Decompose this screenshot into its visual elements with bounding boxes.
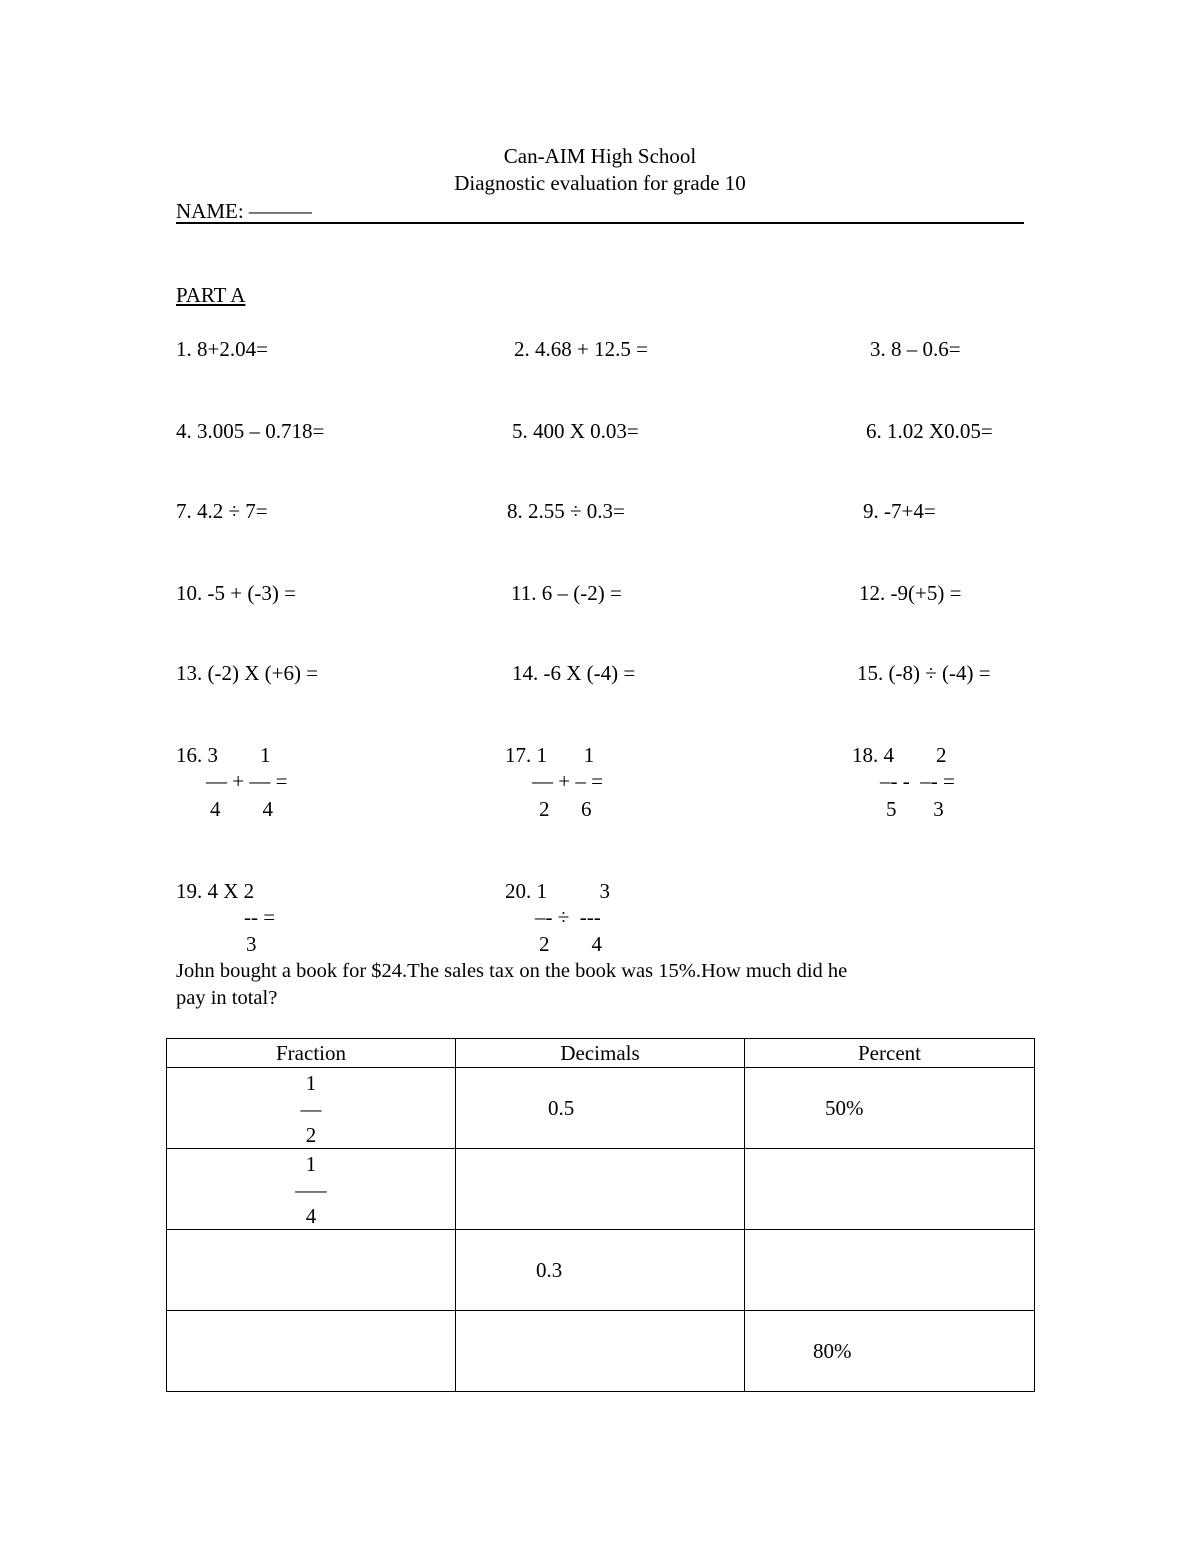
problem-7: 7. 4.2 ÷ 7= — [176, 499, 268, 523]
problem-16-fraction-bars: –– + –– = — [206, 769, 288, 793]
problem-13: 13. (-2) X (+6) = — [176, 661, 319, 685]
problem-14: 14. -6 X (-4) = — [512, 661, 636, 685]
fraction-cell — [167, 1068, 456, 1149]
problem-17-denominators: 2 6 — [539, 797, 592, 821]
problem-17-fraction-bars: –– + – = — [532, 769, 603, 793]
percent-cell — [745, 1149, 1035, 1230]
decimal-value: 0.5 — [548, 1096, 575, 1120]
percent-cell — [745, 1311, 1035, 1392]
problem-18-fraction-bars: –- - –- = — [880, 769, 955, 793]
problem-20-denominators: 2 4 — [539, 932, 602, 956]
problem-20-fraction-bars: –- ÷ --- — [535, 905, 601, 929]
problem-17-numerators: 17. 1 1 — [505, 743, 595, 767]
fraction-bar: ––– — [295, 1178, 327, 1202]
decimal-value: 0.3 — [536, 1258, 563, 1282]
fraction-numerator: 1 — [305, 1152, 317, 1176]
header-divider — [176, 222, 1024, 224]
column-header-fraction: Fraction — [167, 1039, 456, 1068]
decimal-cell — [456, 1068, 745, 1149]
name-label: NAME: –––––– — [176, 199, 312, 223]
problem-15: 15. (-8) ÷ (-4) = — [857, 661, 991, 685]
problem-19-fraction-bars: -- = — [244, 905, 276, 929]
table-row — [167, 1149, 1035, 1230]
problem-9: 9. -7+4= — [863, 499, 936, 523]
percent-value: 80% — [813, 1339, 852, 1363]
fraction-bar: –– — [300, 1097, 322, 1121]
percent-cell — [745, 1230, 1035, 1311]
problem-11: 11. 6 – (-2) = — [511, 581, 622, 605]
problem-8: 8. 2.55 ÷ 0.3= — [507, 499, 625, 523]
fraction-numerator: 1 — [305, 1071, 317, 1095]
fraction-denominator: 2 — [305, 1123, 317, 1147]
problem-18-denominators: 5 3 — [886, 797, 944, 821]
problem-12: 12. -9(+5) = — [859, 581, 962, 605]
word-problem-line-2: pay in total? — [176, 987, 278, 1009]
part-a-heading: PART A — [176, 283, 246, 307]
table-row — [167, 1230, 1035, 1311]
problem-5: 5. 400 X 0.03= — [512, 419, 639, 443]
problem-16-denominators: 4 4 — [210, 797, 273, 821]
table-row — [167, 1068, 1035, 1149]
problem-1: 1. 8+2.04= — [176, 337, 268, 361]
table-header-row — [167, 1039, 1035, 1068]
problem-16-numerators: 16. 3 1 — [176, 743, 271, 767]
column-header-percent: Percent — [745, 1039, 1035, 1068]
problem-19-numerators: 19. 4 X 2 — [176, 879, 255, 903]
fraction-cell — [167, 1149, 456, 1230]
problem-20-numerators: 20. 1 3 — [505, 879, 610, 903]
worksheet-title: Diagnostic evaluation for grade 10 — [454, 171, 746, 195]
fraction-decimal-percent-table — [166, 1038, 1035, 1392]
school-name: Can-AIM High School — [503, 144, 697, 168]
word-problem-line-1: John bought a book for $24.The sales tax on the book was 15%.How much did he — [176, 960, 848, 982]
fraction-cell — [167, 1230, 456, 1311]
problem-18-numerators: 18. 4 2 — [852, 743, 947, 767]
percent-value: 50% — [825, 1096, 864, 1120]
fraction-cell — [167, 1311, 456, 1392]
problem-3: 3. 8 – 0.6= — [870, 337, 961, 361]
decimal-cell — [456, 1230, 745, 1311]
column-header-decimals: Decimals — [456, 1039, 745, 1068]
fraction-denominator: 4 — [305, 1204, 317, 1228]
decimal-cell — [456, 1311, 745, 1392]
problem-10: 10. -5 + (-3) = — [176, 581, 296, 605]
percent-cell — [745, 1068, 1035, 1149]
table-row — [167, 1311, 1035, 1392]
problem-2: 2. 4.68 + 12.5 = — [514, 337, 648, 361]
problem-4: 4. 3.005 – 0.718= — [176, 419, 325, 443]
problem-6: 6. 1.02 X0.05= — [866, 419, 993, 443]
decimal-cell — [456, 1149, 745, 1230]
problem-19-denominators: 3 — [246, 932, 257, 956]
